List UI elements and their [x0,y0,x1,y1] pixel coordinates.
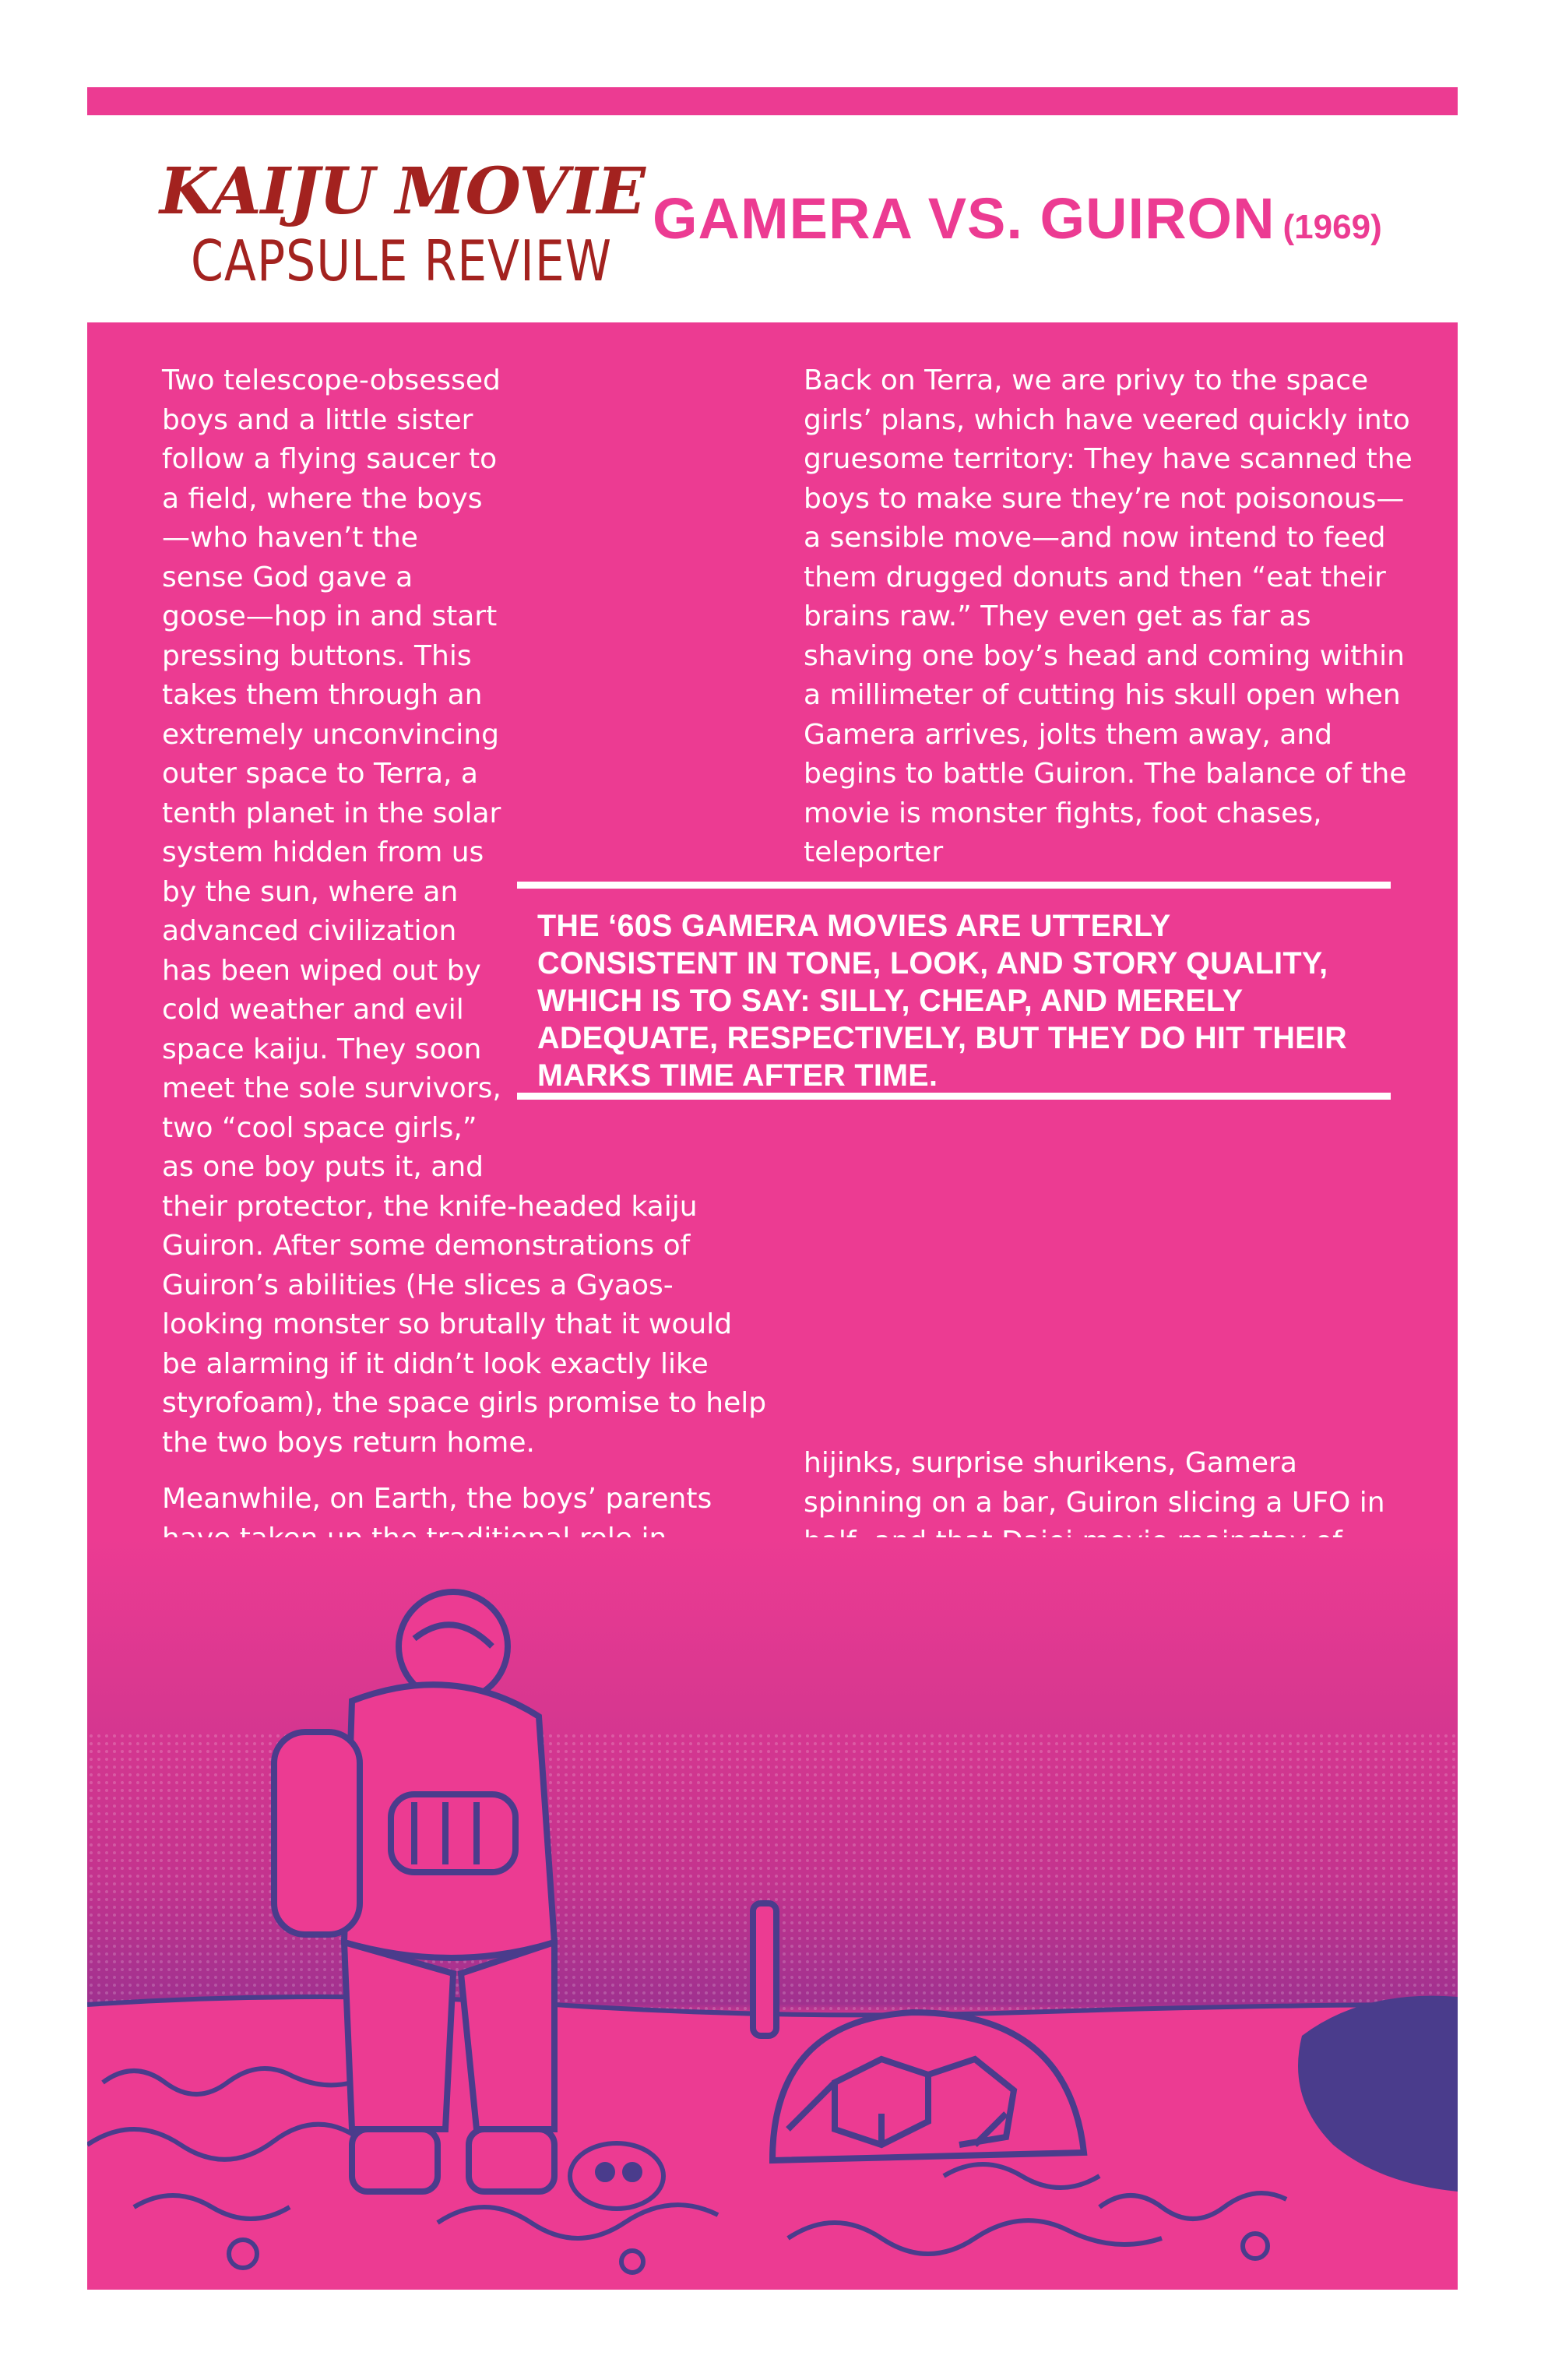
movie-title: GAMERA VS. GUIRON [653,186,1275,251]
pull-quote [517,882,1391,1100]
movie-year: (1969) [1282,208,1382,246]
left-paragraph-1: Two telescope-obsessed boys and a little sister follow a flying saucer to a field, where the boys—who haven’t the sense God gave a goose—hop in and start pressing buttons. This takes them through an extremely unconvincing outer space to Terra, a tenth planet in the solar system hidden from us by the sun, where an advanced civilization has been wiped out by cold weather and evil space kaiju. They soon meet the sole survivors, two “cool space girls,” as one boy puts it, and their protector, the knife-headed kaiju Guiron. After some demonstrations of Guiron’s abilities (He slices a Gyaos-looking monster so brutally that it would be alarming if it didn’t look exactly like styrofoam), the space girls promise to help the two boys return home. [162,364,767,1459]
left-paragraph-2: Meanwhile, on Earth, the boys’ parents [162,1483,712,1515]
illustration-astronaut-gamera-shell [87,1537,1458,2290]
right-column-top [804,361,1419,873]
kaiju-movie-logo [152,154,646,294]
right-paragraph-1a: Back on Terra, we are privy to the space girls’ plans, which have veered quickly into gruesome territory: They have scanned the boys to make sure they’re not poisonous—a sensible move—and now intend to feed them drugged donuts and then “eat their brains raw.” They even get as far as shaving one boy’s head and coming within a millimeter of cutting his skull open when Gamera arrives, jolts them away, and begins to battle Guiron. The balance of the movie is monster fights, foot chases, teleporter [804,364,1413,868]
logo-line-1: KAIJU MOVIE [160,154,646,229]
top-accent-bar [87,87,1458,115]
right-paragraph-1b: hijinks, surprise shurikens, Gamera spinning on a bar, Guiron slicing a UFO in [804,1447,1385,1519]
page-title [653,185,1382,252]
review-panel [87,322,1458,2290]
pull-quote-text: THE ‘60S GAMERA MOVIES ARE UTTERLY CONSISTENT IN TONE, LOOK, AND STORY QUALITY, WHICH IS TO SAY: SILLY, CHEAP, AND MERELY ADEQUATE, RESPECTIVELY, BUT THEY DO HIT THEIR MARKS TIME AFTER TIME. [537,909,1347,1093]
logo-line-2: CAPSULE REVIEW [191,229,613,294]
